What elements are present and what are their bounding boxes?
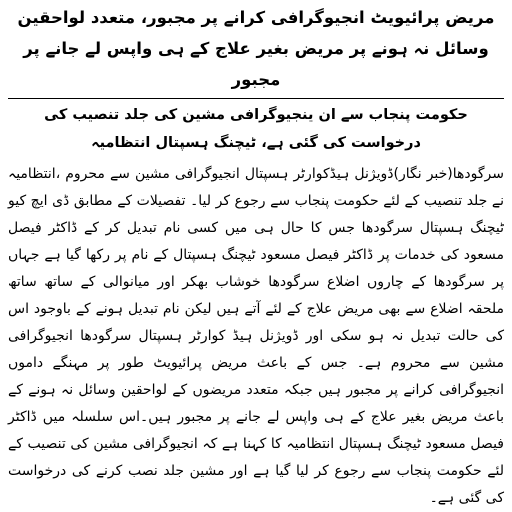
article-body: سرگودھا(خبر نگار)ڈویژنل ہیڈکوارٹر ہسپتال انجیوگرافی مشین سے محروم ،انتظامیہ نے جلد تنصیب کے لئے حکومت پنجاب سے رجوع کر لیا۔ تفصیلات کے مطابق ڈی ایچ کیو ٹیچنگ ہسپتال سرگودھا جس کا حال ہی میں کسی نام تبدیل کر کے ڈاکٹر فیصل مسعود کی خدمات پر ڈاکٹر فیصل مسعود ٹیچنگ ہسپتال کے نام پر رکھا گیا ہے جہاں پر سرگودھا کے چاروں اضلاع سرگودھا خوشاب بھکر اور میانوالی کے ساتھ ساتھ ملحقہ اضلاع سے بھی مریض علاج کے لئے آتے ہیں لیکن نام تبدیل ہونے کے باوجود اس کی حالت تبدیل نہ ہو سکی اور ڈویژنل ہیڈ کوارٹر ہسپتال سرگودھا انجیوگرافی مشین سے محروم ہے۔ جس کے باعث مریض پرائیویٹ طور پر مہنگے داموں انجیوگرافی کرانے پر مجبور ہیں جبکہ متعدد مریضوں کے لواحقین وسائل نہ ہونے کے باعث مریض بغیر علاج کے ہی واپس لے جانے پر مجبور ہیں۔اس سلسلہ میں ڈاکٹر فیصل مسعود ٹیچنگ ہسپتال انتظامیہ کا کہنا ہے کہ انجیوگرافی مشین کی تنصیب کے لئے حکومت پنجاب سے رجوع کر لیا گیا ہے اور مشین جلد نصب کرنے کی درخواست کی گئی ہے۔	[8, 166, 504, 506]
headline: مریض پرائیویٹ انجیوگرافی کرانے پر مجبور، متعدد لواحقین وسائل نہ ہونے پر مریض بغیر علاج کے ہی واپس لے جانے پر مجبور	[17, 8, 495, 89]
subheadline: حکومت پنجاب سے ان ینجیوگرافی مشین کی جلد تنصیب کی درخواست کی گئی ہے، ٹیچنگ ہسپتال انتظامیہ	[44, 107, 468, 151]
